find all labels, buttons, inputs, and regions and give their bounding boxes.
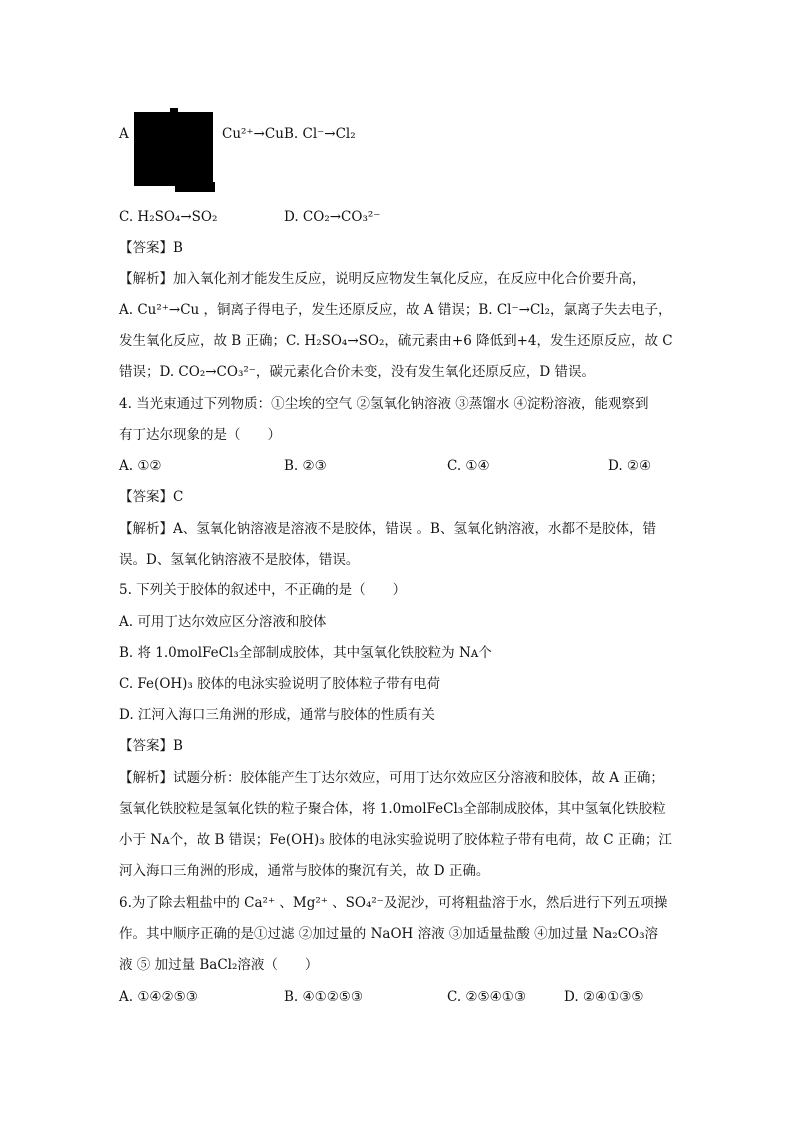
- q4-option-c: C. ①④: [447, 458, 490, 474]
- q3-option-a-text: Cu²⁺→Cu: [222, 126, 284, 142]
- q6-option-c: C. ②⑤④①③: [447, 989, 526, 1005]
- q4-option-a: A. ①②: [119, 458, 162, 474]
- q6-stem: 作。其中顺序正确的是①过滤 ②加过量的 NaOH 溶液 ③加适量盐酸 ④加过量 Na₂CO₃溶: [119, 926, 659, 942]
- q3-answer: 【答案】B: [119, 240, 183, 256]
- q5-answer: 【答案】B: [119, 738, 183, 754]
- q5-analysis-line: 【解析】试题分析：胶体能产生丁达尔效应，可用丁达尔效应区分溶液和胶体，故 A 正确；: [119, 770, 664, 786]
- q5-option-a: A. 可用丁达尔效应区分溶液和胶体: [119, 614, 327, 630]
- q4-answer: 【答案】C: [119, 489, 184, 505]
- redaction-block-tail: [175, 182, 215, 192]
- q4-analysis-line: 【解析】A、氢氧化钠溶液是溶液不是胶体，错误 。B、氢氧化钠溶液，水都不是胶体，错: [119, 521, 656, 537]
- q6-option-a: A. ①④②⑤③: [119, 989, 198, 1005]
- q5-stem: 5. 下列关于胶体的叙述中，不正确的是（ ）: [119, 582, 407, 598]
- q3-option-a-label: A: [119, 126, 129, 142]
- q3-analysis-line: 【解析】加入氧化剂才能发生反应，说明反应物发生氧化反应，在反应中化合价要升高，: [119, 271, 646, 287]
- q3-analysis-line: 错误；D. CO₂→CO₃²⁻，碳元素化合价未变，没有发生氧化还原反应，D 错误。: [119, 364, 596, 380]
- q4-analysis-line: 误。D、氢氧化钠溶液不是胶体，错误。: [119, 552, 360, 568]
- q5-option-b: B. 将 1.0molFeCl₃全部制成胶体，其中氢氧化铁胶粒为 Nᴀ个: [119, 645, 492, 661]
- q5-option-d: D. 江河入海口三角洲的形成，通常与胶体的性质有关: [119, 707, 435, 723]
- q3-option-c: C. H₂SO₄→SO₂: [119, 209, 218, 225]
- q3-analysis-line: 发生氧化反应，故 B 正确；C. H₂SO₄→SO₂，硫元素由+6 降低到+4，发生还原反应，故 C: [119, 333, 673, 349]
- q4-stem: 4. 当光束通过下列物质：①尘埃的空气 ②氢氧化钠溶液 ③蒸馏水 ④淀粉溶液，能观察到: [119, 396, 649, 412]
- q5-analysis-line: 小于 Nᴀ个，故 B 错误；Fe(OH)₃ 胶体的电泳实验说明了胶体粒子带有电荷，故 C 正确；江: [119, 832, 672, 848]
- q4-option-b: B. ②③: [284, 458, 327, 474]
- q5-analysis-line: 氢氧化铁胶粒是氢氧化铁的粒子聚合体，将 1.0molFeCl₃全部制成胶体，其中氢氧化铁胶粒: [119, 801, 666, 817]
- q6-stem: 液 ⑤ 加过量 BaCl₂溶液（ ）: [119, 957, 319, 973]
- q4-stem: 有丁达尔现象的是（ ）: [119, 427, 281, 443]
- q3-analysis-line: A. Cu²⁺→Cu ，铜离子得电子，发生还原反应，故 A 错误；B. Cl⁻→Cl₂，氯离子失去电子，: [119, 302, 672, 318]
- redaction-block: [134, 112, 213, 186]
- q6-option-d: D. ②④①③⑤: [564, 989, 644, 1005]
- q3-option-d: D. CO₂→CO₃²⁻: [284, 209, 381, 225]
- q4-option-d: D. ②④: [608, 458, 652, 474]
- q6-option-b: B. ④①②⑤③: [284, 989, 364, 1005]
- q5-analysis-line: 河入海口三角洲的形成，通常与胶体的聚沉有关，故 D 正确。: [119, 863, 490, 879]
- q6-stem: 6.为了除去粗盐中的 Ca²⁺ 、Mg²⁺ 、SO₄²⁻及泥沙，可将粗盐溶于水，然后进行下列五项操: [119, 895, 668, 911]
- q5-option-c: C. Fe(OH)₃ 胶体的电泳实验说明了胶体粒子带有电荷: [119, 676, 441, 692]
- redaction-block-peak: [170, 108, 178, 114]
- q3-option-b: B. Cl⁻→Cl₂: [284, 126, 356, 142]
